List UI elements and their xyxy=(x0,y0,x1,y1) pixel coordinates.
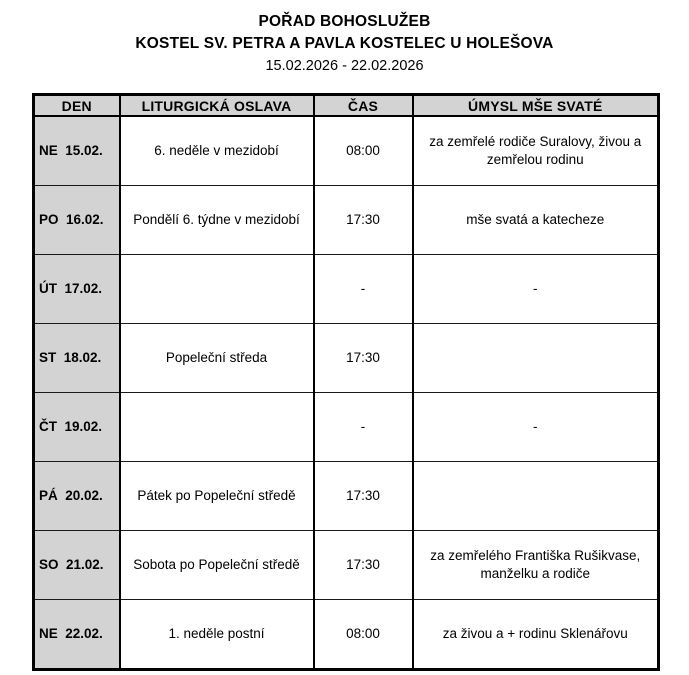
celebration-cell xyxy=(120,393,314,462)
column-header-time: ČAS xyxy=(314,95,413,117)
table-row xyxy=(34,393,659,462)
table-row xyxy=(34,600,659,670)
table-row xyxy=(34,531,659,600)
celebration-cell: Pátek po Popeleční středě xyxy=(120,462,314,531)
table-row xyxy=(34,462,659,531)
date-range: 15.02.2026 - 22.02.2026 xyxy=(265,58,424,74)
schedule-table xyxy=(32,93,660,671)
day-cell: ST 18.02. xyxy=(34,324,120,393)
document-header xyxy=(0,0,689,77)
column-header-liturgical-celebration: LITURGICKÁ OSLAVA xyxy=(120,95,314,117)
day-cell: NE 15.02. xyxy=(34,116,120,186)
time-cell: - xyxy=(314,393,413,462)
intention-cell: - xyxy=(413,255,659,324)
day-cell: PÁ 20.02. xyxy=(34,462,120,531)
day-cell: ÚT 17.02. xyxy=(34,255,120,324)
table-header-row xyxy=(34,95,659,117)
celebration-cell: Popeleční středa xyxy=(120,324,314,393)
celebration-cell: Sobota po Popeleční středě xyxy=(120,531,314,600)
table-row xyxy=(34,186,659,255)
intention-cell: za zemřelého Františka Rušikvase, manželku a rodiče xyxy=(413,531,659,600)
time-cell: 17:30 xyxy=(314,186,413,255)
day-cell: PO 16.02. xyxy=(34,186,120,255)
intention-cell xyxy=(413,462,659,531)
intention-cell: mše svatá a katecheze xyxy=(413,186,659,255)
day-cell: NE 22.02. xyxy=(34,600,120,670)
time-cell: 17:30 xyxy=(314,324,413,393)
column-header-mass-intention: ÚMYSL MŠE SVATÉ xyxy=(413,95,659,117)
time-cell: 17:30 xyxy=(314,531,413,600)
page-subtitle: KOSTEL SV. PETRA A PAVLA KOSTELEC U HOLEŠOVA xyxy=(135,35,554,52)
celebration-cell xyxy=(120,255,314,324)
intention-cell: za zemřelé rodiče Suralovy, živou a zemřelou rodinu xyxy=(413,116,659,186)
intention-cell xyxy=(413,324,659,393)
page-title: POŘAD BOHOSLUŽEB xyxy=(258,13,431,30)
table-row xyxy=(34,255,659,324)
time-cell: 08:00 xyxy=(314,116,413,186)
time-cell: 17:30 xyxy=(314,462,413,531)
table-row xyxy=(34,324,659,393)
table-row xyxy=(34,116,659,186)
day-cell: ČT 19.02. xyxy=(34,393,120,462)
celebration-cell: Pondělí 6. týdne v mezidobí xyxy=(120,186,314,255)
time-cell: - xyxy=(314,255,413,324)
intention-cell: za živou a + rodinu Sklenářovu xyxy=(413,600,659,670)
time-cell: 08:00 xyxy=(314,600,413,670)
column-header-day: DEN xyxy=(34,95,120,117)
intention-cell: - xyxy=(413,393,659,462)
celebration-cell: 6. neděle v mezidobí xyxy=(120,116,314,186)
celebration-cell: 1. neděle postní xyxy=(120,600,314,670)
day-cell: SO 21.02. xyxy=(34,531,120,600)
